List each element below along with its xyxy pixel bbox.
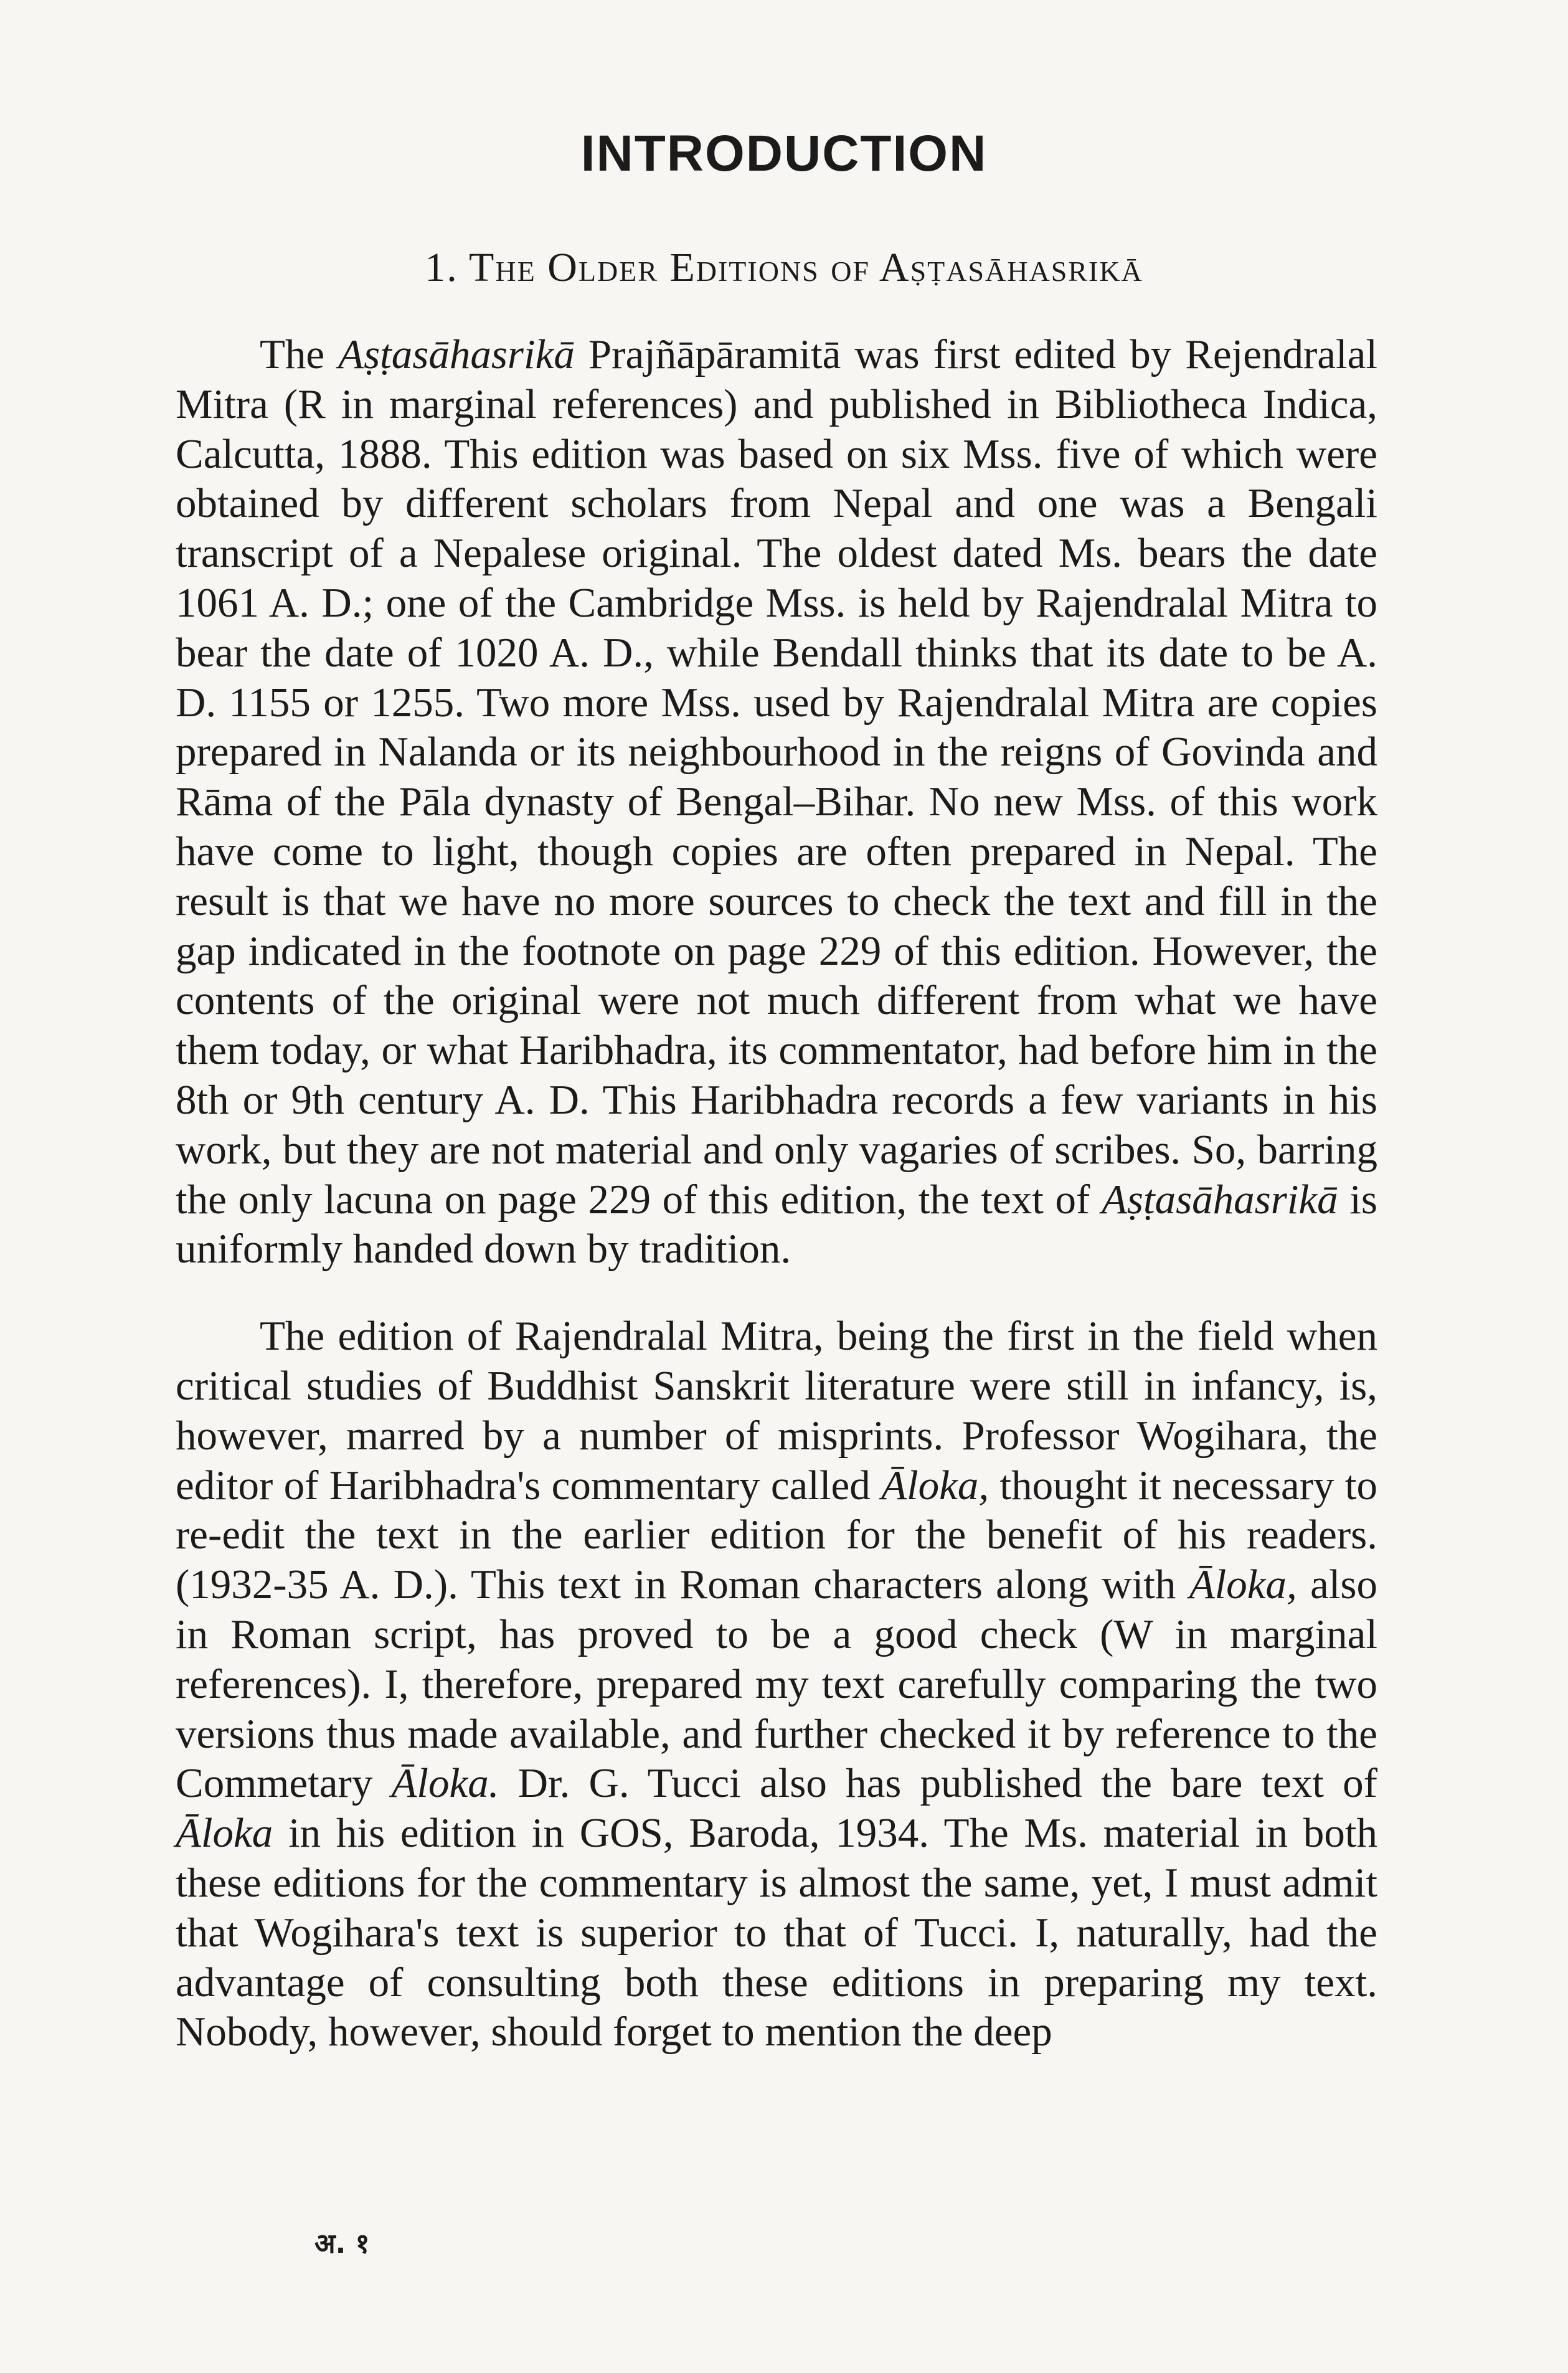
body-text (176, 330, 1377, 2057)
paragraph-text: in his edition in GOS, Baroda, 1934. The Ms. material in both these editions for the commentary is almost the same, yet, I must admit that Wogihara's text is superior to that of Tucci. I, naturally, had the advantage of consulting both these editions in preparing my text. Nobody, however, should forget to mention the deep (176, 1810, 1377, 2055)
italic-title-text: Aṣṭasāhasrikā (338, 331, 575, 377)
italic-title-text: Āloka. (391, 1760, 499, 1807)
paragraph-1 (176, 330, 1377, 1274)
italic-title-text: Aṣṭasāhasrikā (1101, 1176, 1338, 1223)
paragraph-text: The edition of Rajendralal Mitra, being the first in the field when critical studies of Buddhist Sanskrit literature were still in infancy, is, however, marred by a number of misprints. Professor Wogihara, the editor of Haribhadra's commentary called (176, 1313, 1377, 1509)
paragraph-text: Dr. G. Tucci also has published the bare text of (499, 1760, 1377, 1807)
italic-title-text: Āloka (176, 1810, 273, 1857)
paragraph-text: is uniformly handed down by tradition. (176, 1176, 1377, 1272)
section-heading: 1. The Older Editions of Aṣṭasāhasrikā (425, 245, 1143, 290)
paragraph-2 (176, 1312, 1377, 2057)
italic-title-text: Āloka, (881, 1462, 989, 1509)
signature-mark: अ. १ (314, 2228, 370, 2260)
page-title: INTRODUCTION (580, 125, 988, 182)
paragraph-text: Prajñāpāramitā was first edited by Rejendralal Mitra (R in marginal references) and published in Bibliotheca Indica, Calcutta, 1888. This edition was based on six Mss. five of which were obtained by different scholars from Nepal and one was a Bengali transcript of a Nepalese original. The oldest dated Ms. bears the date 1061 A. D.; one of the Cambridge Mss. is held by Rajendralal Mitra to bear the date of 1020 A. D., while Bendall thinks that its date to be A. D. 1155 or 1255. Two more Mss. used by Rajendralal Mitra are copies prepared in Nalanda or its neighbourhood in the reigns of Govinda and Rāma of the Pāla dynasty of Bengal–Bihar. No new Mss. of this work have come to light, though copies are often prepared in Nepal. The result is that we have no more sources to check the text and fill in the gap indicated in the footnote on page 229 of this edition. However, the contents of the original were not much different from what we have them today, or what Haribhadra, its commentator, had before him in the 8th or 9th century A. D. This Haribhadra records a few variants in his work, but they are not material and only vagaries of scribes. So, barring the only lacuna on page 229 of this edition, the text of (176, 331, 1377, 1223)
paragraph-text: also in Roman script, has proved to be a good check (W in marginal references). I, therefore, prepared my text carefully comparing the two versions thus made available, and further checked it by reference to the Commetary (176, 1561, 1377, 1807)
paragraph-text: The (260, 331, 339, 377)
paragraph-text: thought it necessary to re-edit the text in the earlier edition for the benefit of his readers. (1932-35 A. D.). This text in Roman characters along with (176, 1462, 1377, 1608)
italic-title-text: Āloka, (1189, 1561, 1297, 1608)
